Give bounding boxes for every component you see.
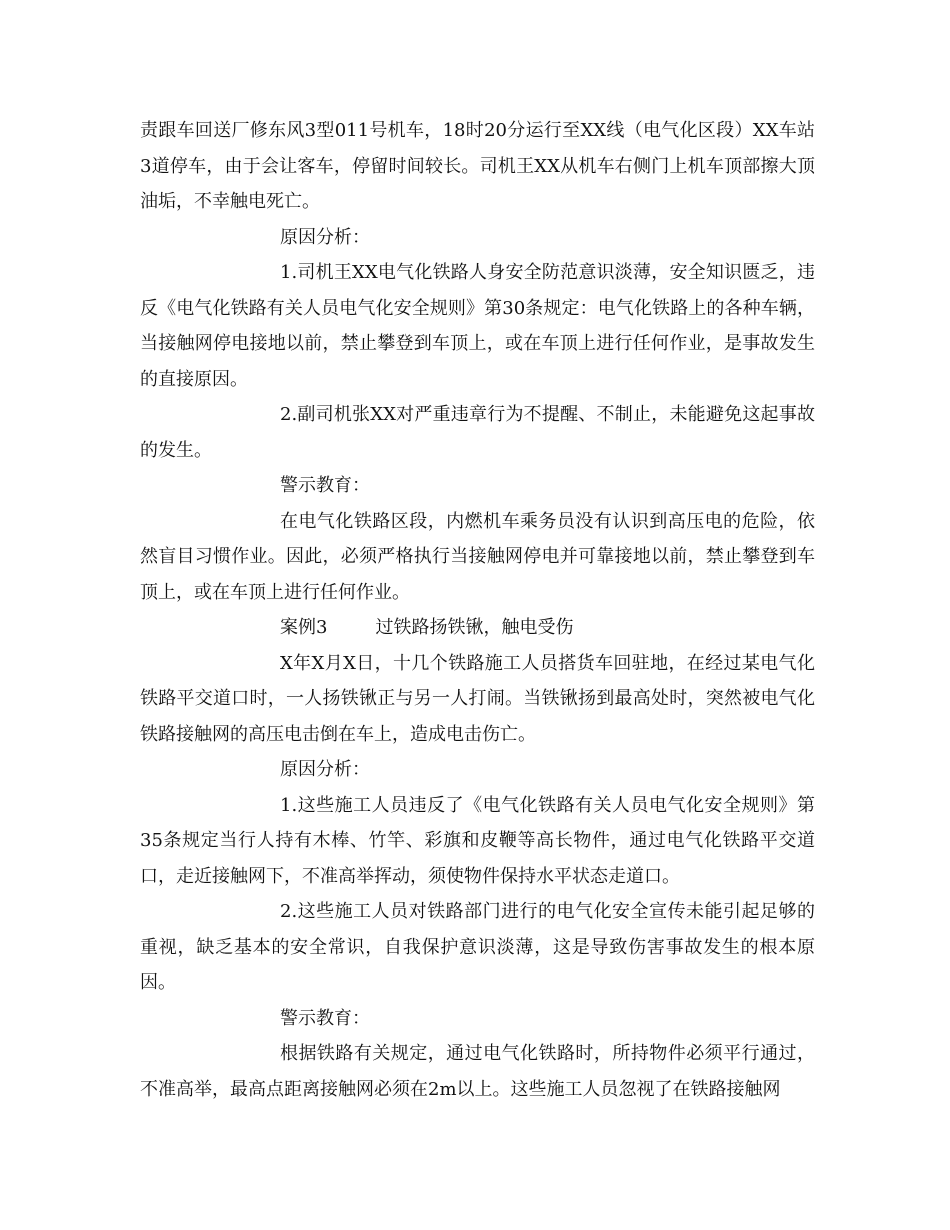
paragraph-cause-2: 2.副司机张XX对严重违章行为不提醒、不制止，未能避免这起事故的发生。 bbox=[140, 404, 815, 461]
case-3-title: 过铁路扬铁锹，触电受伤 bbox=[375, 617, 574, 638]
case-3-heading bbox=[140, 610, 815, 646]
paragraph-case-3-incident: X年X月X日，十几个铁路施工人员搭货车回驻地，在经过某电气化铁路平交道口时，一人扬铁锹正与另一人打闹。当铁锹扬到最高处时，突然被电气化铁路接触网的高压电击倒在车上，造成电击伤亡。 bbox=[140, 652, 815, 745]
heading-warning-education: 警示教育： bbox=[280, 475, 370, 496]
paragraph-cause-1: 1.司机王XX电气化铁路人身安全防范意识淡薄，安全知识匮乏，违反《电气化铁路有关人员电气化安全规则》第30条规定：电气化铁路上的各种车辆，当接触网停电接地以前，禁止攀登到车顶上，或在车顶上进行任何作业，是事故发生的直接原因。 bbox=[140, 262, 815, 390]
paragraph-case-3-warning: 根据铁路有关规定，通过电气化铁路时，所持物件必须平行通过，不准高举，最高点距离接触网必须在2m以上。这些施工人员忽视了在铁路接触网 bbox=[140, 1043, 815, 1100]
paragraph-warning: 在电气化铁路区段，内燃机车乘务员没有认识到高压电的危险，依然盲目习惯作业。因此，必须严格执行当接触网停电并可靠接地以前，禁止攀登到车顶上，或在车顶上进行任何作业。 bbox=[140, 510, 815, 603]
case-3-label: 案例3 bbox=[280, 617, 328, 638]
paragraph-case-3-cause-2: 2.这些施工人员对铁路部门进行的电气化安全宣传未能引起足够的重视，缺乏基本的安全常识，自我保护意识淡薄，这是导致伤害事故发生的根本原因。 bbox=[140, 901, 815, 993]
paragraph-case-3-cause-1: 1.这些施工人员违反了《电气化铁路有关人员电气化安全规则》第35条规定当行人持有木棒、竹竿、彩旗和皮鞭等高长物件，通过电气化铁路平交道口，走近接触网下，不准高举挥动，须使物件保持水平状态走道口。 bbox=[140, 794, 815, 887]
heading-cause-analysis-2: 原因分析： bbox=[280, 759, 370, 780]
heading-cause-analysis: 原因分析： bbox=[280, 226, 370, 248]
document-body bbox=[140, 113, 815, 1107]
heading-warning-education-2: 警示教育： bbox=[280, 1007, 370, 1029]
paragraph-incident-continued: 责跟车回送厂修东风3型011号机车，18时20分运行至XX线（电气化区段）XX车站3道停车，由于会让客车，停留时间较长。司机王XX从机车右侧门上机车顶部擦大顶油垢，不幸触电死亡。 bbox=[140, 120, 815, 212]
